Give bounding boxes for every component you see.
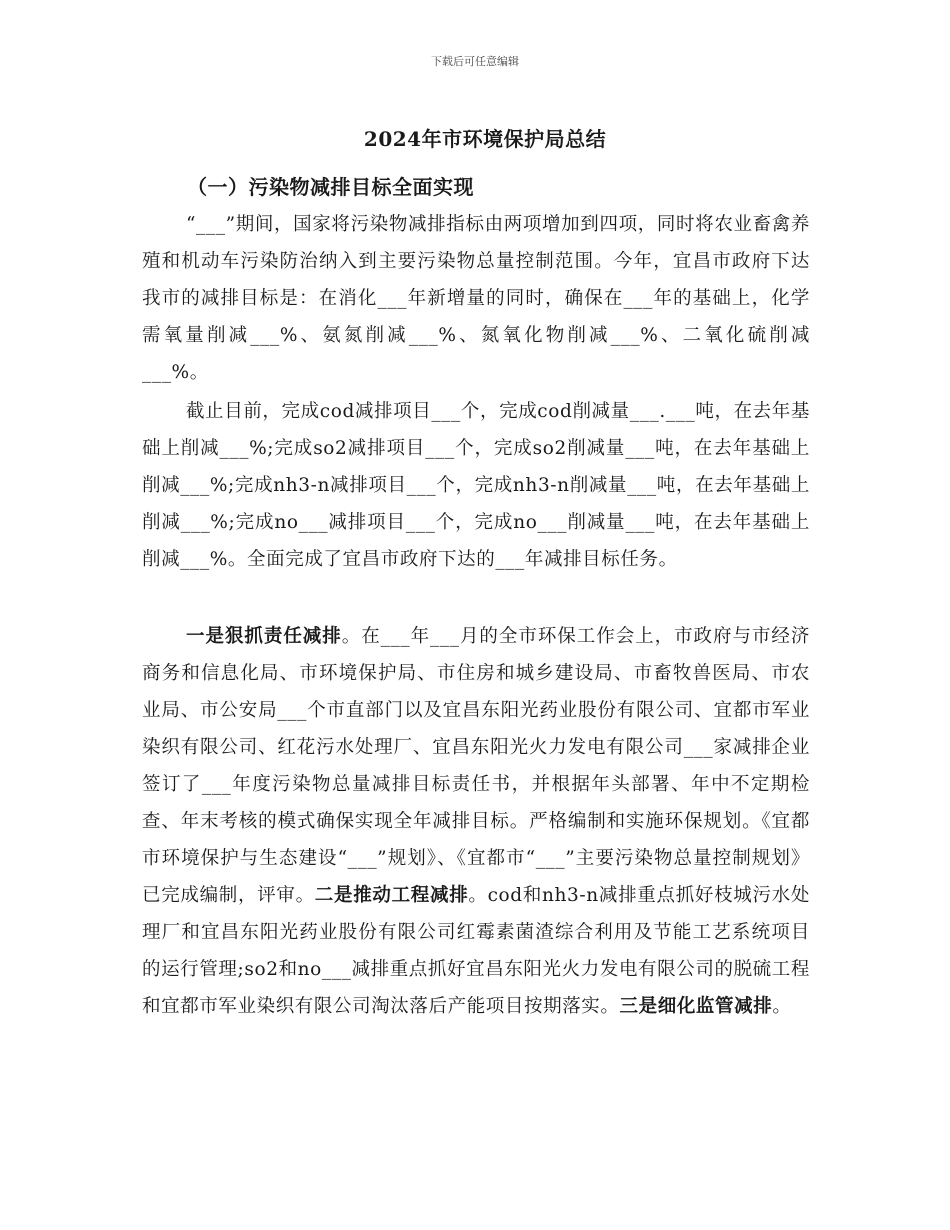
measure-text-engineering: 。cod和nh3-n减排重点抓好枝城污水处理厂和宜昌东阳光药业股份有限公司红霉素菌渣综合利用及节能工艺系统项目的运行管理;so2和no___减排重点抓好宜昌东阳光火力发电有限公司的脱硫工程和宜都市军业染织有限公司淘汰落后产能项目按期落实。 bbox=[142, 885, 810, 1017]
measure-lead-responsibility: 一是狠抓责任减排 bbox=[186, 626, 342, 647]
measure-text-responsibility: 。在___年___月的全市环保工作会上，市政府与市经济商务和信息化局、市环境保护局、市住房和城乡建设局、市畜牧兽医局、市农业局、市公安局___个市直部门以及宜昌东阳光药业股份有限公司、宜都市军业染织有限公司、红花污水处理厂、宜昌东阳光火力发电有限公司___家减排企业签订了___年度污染物总量减排目标责任书，并根据年头部署、年中不定期检查、年末考核的模式确保实现全年减排目标。严格编制和实施环保规划。《宜都市环境保护与生态建设“___”规划》、《宜都市“___”主要污染物总量控制规划》已完成编制，评审。 bbox=[142, 626, 810, 906]
measure-lead-engineering: 二是推动工程减排 bbox=[314, 885, 469, 906]
paragraph-progress: 截止目前，完成cod减排项目___个，完成cod削减量___.___吨，在去年基础上削减___%;完成so2减排项目___个，完成so2削减量___吨，在去年基础上削减___%;完成nh3-n减排项目___个，完成nh3-n削减量___吨，在去年基础上削减___%;完成no___减排项目___个，完成no___削减量___吨，在去年基础上削减___%。全面完成了宜昌市政府下达的___年减排目标任务。 bbox=[142, 401, 810, 570]
page-header-note: 下载后可任意编辑 bbox=[431, 55, 519, 68]
paragraph-reduction-targets: “___”期间，国家将污染物减排指标由两项增加到四项，同时将农业畜禽养殖和机动车污染防治纳入到主要污染物总量控制范围。今年，宜昌市政府下达我市的减排目标是：在消化___年新增量的同时，确保在___年的基础上，化学需氧量削减___%、氨氮削减___%、氮氧化物削减___%、二氧化硫削减___%。 bbox=[142, 214, 810, 383]
document-title: 2024年市环境保护局总结 bbox=[363, 127, 607, 151]
measure-lead-supervision: 三是细化监管减排 bbox=[619, 996, 773, 1017]
section-heading: （一）污染物减排目标全面实现 bbox=[187, 175, 474, 199]
paragraph-measures bbox=[142, 618, 810, 1025]
measure-text-supervision: 。 bbox=[772, 996, 792, 1017]
